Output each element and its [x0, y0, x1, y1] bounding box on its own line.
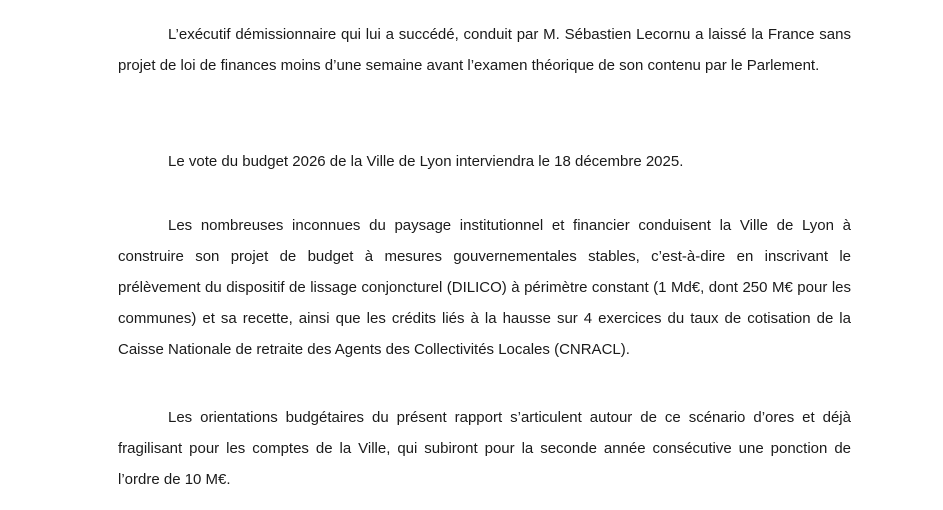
paragraph-budget-vote-date: Le vote du budget 2026 de la Ville de Lyon interviendra le 18 décembre 2025.	[168, 153, 684, 170]
paragraph-budget-orientations: Les orientations budgétaires du présent rapport s’articulent autour de ce scénario d’ores et déjà fragilisant pour les comptes de la Ville, qui subiront pour la seconde année consécutive une ponction de l’ordre de 10 M€.	[118, 409, 851, 488]
paragraph-lecornu-executive: L’exécutif démissionnaire qui lui a succédé, conduit par M. Sébastien Lecornu a laissé la France sans projet de loi de finances moins d’une semaine avant l’examen théorique de son contenu par le Parlement.	[118, 26, 851, 74]
paragraph-budget-construction: Les nombreuses inconnues du paysage institutionnel et financier conduisent la Ville de Lyon à construire son projet de budget à mesures gouvernementales stables, c’est-à-dire en inscrivant le prélèvement du dispositif de lissage conjoncturel (DILICO) à périmètre constant (1 Md€, dont 250 M€ pour les communes) et sa recette, ainsi que les crédits liés à la hausse sur 4 exercices du taux de cotisation de la Caisse Nationale de retraite des Agents des Collectivités Locales (CNRACL).	[118, 217, 851, 358]
